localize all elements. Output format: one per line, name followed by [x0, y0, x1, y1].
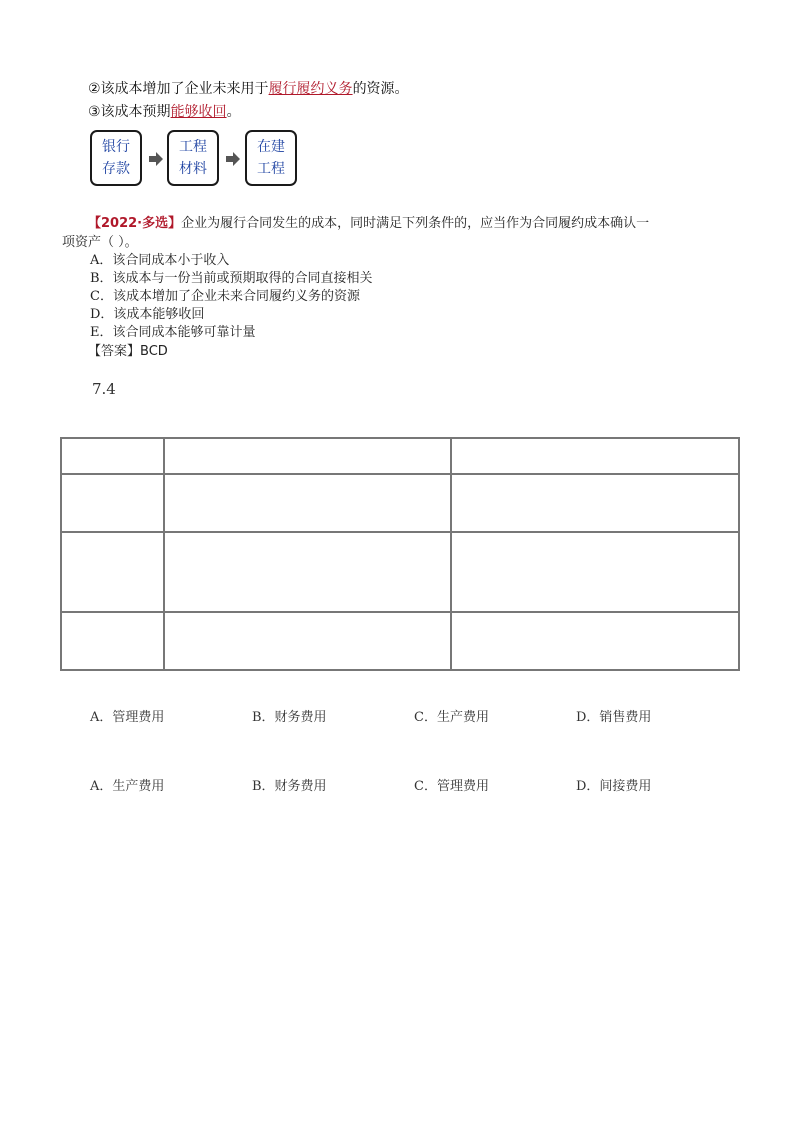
- intro-line-2-suffix: 的资源。: [352, 81, 409, 97]
- flow-box-construction: [245, 130, 297, 186]
- question-stem-line-1: [88, 212, 649, 231]
- answer-label: 【答案】: [88, 344, 141, 359]
- table-cell: [164, 438, 451, 474]
- table-cell: [451, 612, 739, 670]
- table-row: [61, 438, 739, 474]
- table-row: [61, 612, 739, 670]
- option-row2-a: A．生产费用: [90, 779, 165, 794]
- intro-line-3: [88, 101, 241, 121]
- flow-box-label: 材料: [179, 161, 207, 177]
- intro-line-3-highlight: 能够收回: [170, 104, 227, 120]
- question-stem-line-2: 项资产（ ）。: [62, 235, 138, 250]
- question-option-d: D．该成本能够收回: [90, 307, 205, 322]
- option-row1-d: D．销售费用: [576, 710, 652, 725]
- intro-line-2: [88, 78, 409, 98]
- table-cell: [451, 532, 739, 612]
- table-cell: [451, 474, 739, 532]
- option-row2-b: B．财务费用: [252, 779, 327, 794]
- answer-value: BCD: [140, 344, 168, 359]
- question-option-a: A．该合同成本小于收入: [90, 253, 230, 268]
- flow-box-label: 存款: [102, 161, 130, 177]
- option-row1-c: C．生产费用: [414, 710, 489, 725]
- question-stem-text: 企业为履行合同发生的成本，同时满足下列条件的，应当作为合同履约成本确认一: [181, 216, 650, 231]
- arrow-right-icon: [149, 152, 163, 166]
- option-row1-b: B．财务费用: [252, 710, 327, 725]
- summary-table: [60, 437, 740, 671]
- question-answer: [88, 340, 168, 359]
- question-option-c: C．该成本增加了企业未来合同履约义务的资源: [90, 289, 360, 304]
- table-cell: [61, 532, 164, 612]
- intro-line-3-text: ③该成本预期: [88, 104, 171, 120]
- table-cell: [164, 612, 451, 670]
- table-cell: [61, 438, 164, 474]
- question-tag: 【2022·多选】: [88, 216, 182, 231]
- flow-box-materials: [167, 130, 219, 186]
- table-cell: [451, 438, 739, 474]
- table-cell: [61, 474, 164, 532]
- flow-box-label: 工程: [179, 139, 207, 155]
- table-cell: [164, 532, 451, 612]
- option-row2-c: C．管理费用: [414, 779, 489, 794]
- intro-line-2-text: ②该成本增加了企业未来用于: [88, 81, 269, 97]
- intro-line-3-suffix: 。: [226, 104, 241, 120]
- intro-line-2-highlight: 履行履约义务: [268, 81, 353, 97]
- flow-box-label: 在建: [257, 139, 285, 155]
- flow-box-label: 工程: [257, 161, 285, 177]
- option-row1-a: A．管理费用: [90, 710, 165, 725]
- flow-box-label: 银行: [102, 139, 130, 155]
- option-row2-d: D．间接费用: [576, 779, 652, 794]
- table-cell: [61, 612, 164, 670]
- arrow-right-icon: [226, 152, 240, 166]
- question-option-b: B．该成本与一份当前或预期取得的合同直接相关: [90, 271, 373, 286]
- table-row: [61, 474, 739, 532]
- section-number: 7.4: [92, 380, 116, 398]
- table-row: [61, 532, 739, 612]
- question-option-e: E．该合同成本能够可靠计量: [90, 325, 256, 340]
- flow-box-bank-deposit: [90, 130, 142, 186]
- table-cell: [164, 474, 451, 532]
